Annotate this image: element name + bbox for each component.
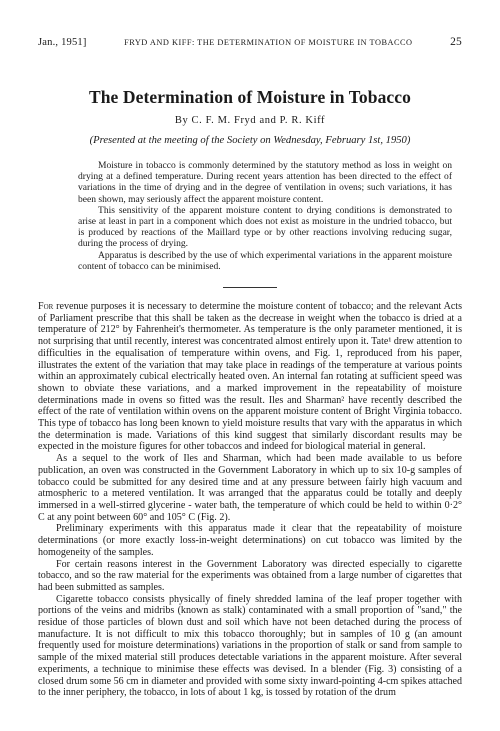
article-title: The Determination of Moisture in Tobacco [88,87,412,107]
abstract-paragraph: This sensitivity of the apparent moisture content to drying conditions is demonstrated to arise at least in part in a component which does not exist as moisture in the undried tobacco, but is produced by reactions of the Maillard type or by other reactions involving reducing sugar, during the process of drying. [78,204,452,250]
running-head [38,36,462,48]
abstract [78,160,452,272]
running-title: FRYD AND KIFF: THE DETERMINATION OF MOISTURE IN TOBACCO [124,38,413,47]
body-paragraph: As a sequel to the work of Iles and Sharman, which had been made available to us before publication, an oven was constructed in the Government Laboratory in which up to six 10-g samples of tobacco could be submitted for any desired time and at any pressure between fairly high vacuum and atmospheric to a metered ventilation. It was arranged that the apparatus could be totally and deeply immersed in a well-stirred glycerine - water bath, the temperature of which could be held to within 0·2° C at any point between 60° and 105° C (Fig. 2). [38,453,462,523]
article-body [38,301,462,699]
abstract-paragraph: Apparatus is described by the use of which experimental variations in the apparent moisture content of tobacco can be minimised. [78,249,452,272]
presentation-note: (Presented at the meeting of the Society on Wednesday, February 1st, 1950) [89,135,411,146]
page-number: 25 [450,36,462,48]
section-divider [223,287,277,288]
body-paragraph: Preliminary experiments with this apparatus made it clear that the repeatability of moisture determinations (or more exactly loss-in-weight determinations) on cut tobacco was limited by the homogeneity of the samples. [38,523,462,558]
body-paragraph [38,301,462,453]
author-byline: By C. F. M. Fryd and P. R. Kiff [174,115,326,126]
body-paragraph: Cigarette tobacco consists physically of finely shredded lamina of the leaf proper together with portions of the veins and midribs (known as stalk) contaminated with a small proportion of "sand," the residue of those particles of blown dust and soil which have not been detached during the process of manufacture. It is not difficult to mix this tobacco thoroughly; but in samples of 10 g (an amount frequently used for moisture determinations) variations in the proportion of stalk or sand from sample to sample of the mixed material still produces detectable variations in the apparent moisture. After several experiments, a technique to minimise these effects was devised. In a blender (Fig. 3) consisting of a closed drum some 56 cm in diameter and provided with some sixty inward-pointing 4-cm spikes attached to the inner periphery, the tobacco, in lots of about 1 kg, is tossed by rotation of the drum [38,593,462,699]
issue-date: Jan., 1951] [38,37,87,48]
abstract-paragraph: Moisture in tobacco is commonly determined by the statutory method as loss in weight on drying at a defined temperature. During recent years attention has been directed to the effect of variations in the time of drying and in the degree of ventilation in ovens; such variations, it has been shown, may seriously affect the apparent moisture content. [78,160,452,205]
drop-word: For [38,301,54,313]
body-paragraph-text: revenue purposes it is necessary to determine the moisture content of tobacco; and the relevant Acts of Parliament prescribe that this shall be taken as the decrease in weight when the tobacco is dried at a temperature of 212° by Fahrenheit's thermometer. As temperature is the only parameter mentioned, it is not surprising that until recently, interest was concentrated almost entirely upon it. Tate¹ drew attention to difficulties in the equalisation of temperature within ovens, and Fig. 1, reproduced from his paper, illustrates the extent of the variation that may take place in readings of the temperature at various points within an approximately cubical electrically heated oven. An internal fan rotating at sufficient speed was shown to obviate these variations, and a marked improvement in the repeatability of moisture determinations made in ovens so fitted was the result. Iles and Sharman² have recently described the effect of the rate of ventilation within ovens on the apparent moisture content of Bright Virginia tobacco. This type of tobacco has long been known to yield moisture results that vary with the apparatus in which the determination is made. Variations of this kind suggest that similarly discordant results may be expected in the moisture figures for other tobaccos and indeed for biological material in general. [38,301,462,453]
body-paragraph: For certain reasons interest in the Government Laboratory was directed especially to cigarette tobacco, and so the raw material for the experiments was obtained from a large number of cigarettes that had been submitted as samples. [38,558,462,593]
